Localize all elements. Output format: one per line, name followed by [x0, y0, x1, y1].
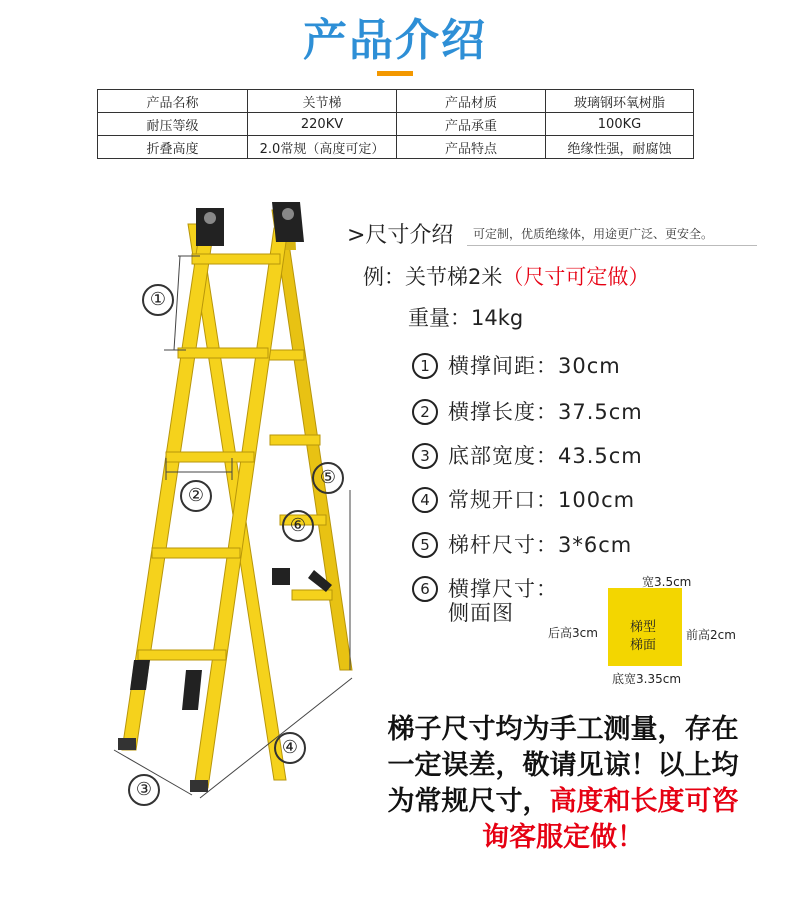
back-height-label: 后高3cm [548, 626, 598, 640]
number-badge: 1 [412, 353, 438, 379]
example-highlight: （尺寸可定做） [502, 265, 650, 289]
note-line-3-red: 高度和长度可咨 [549, 786, 739, 817]
weight-line: 重量：14kg [408, 306, 524, 330]
note-line-1: 梯子尺寸均为手工测量，存在 [387, 714, 739, 745]
diagram-label-5: ⑤ [312, 462, 344, 494]
top-width-label: 宽3.5cm [642, 575, 692, 589]
spec-text: 底部宽度：43.5cm [448, 444, 643, 468]
table-row [98, 136, 694, 159]
title-underline [377, 71, 413, 76]
page-title: 产品介绍 [303, 15, 487, 66]
table-cell: 产品材质 [397, 90, 546, 113]
size-intro-title: >尺寸介绍 [347, 223, 454, 248]
number-badge: 5 [412, 532, 438, 558]
bottom-width-label: 底宽3.35cm [612, 672, 682, 686]
note-line-3 [358, 784, 768, 820]
note-line-3-black: 为常规尺寸， [387, 786, 550, 817]
table-cell: 绝缘性强，耐腐蚀 [546, 136, 694, 159]
divider [467, 245, 757, 246]
spec-item-2 [412, 396, 643, 426]
table-cell: 产品承重 [397, 113, 546, 136]
side-view-label: 侧面图 [448, 601, 514, 625]
spec-item-4 [412, 484, 635, 514]
table-row [98, 90, 694, 113]
ladder-diagram [100, 190, 370, 810]
spec-item-3 [412, 440, 643, 470]
size-intro-header [341, 209, 761, 255]
size-intro-subtitle: 可定制，优质绝缘体，用途更广泛、更安全。 [473, 227, 714, 241]
number-badge: 2 [412, 399, 438, 425]
table-cell: 折叠高度 [98, 136, 248, 159]
example-line [363, 261, 649, 291]
diagram-label-6: ⑥ [282, 510, 314, 542]
example-text: 例：关节梯2米 [363, 265, 503, 289]
table-cell: 2.0常规（高度可定） [248, 136, 397, 159]
table-cell: 100KG [546, 113, 694, 136]
number-badge: 3 [412, 443, 438, 469]
diagram-label-2: ② [180, 480, 212, 512]
diagram-label-4: ④ [274, 732, 306, 764]
spec-text: 横撑长度：37.5cm [448, 400, 643, 424]
spec-text: 梯杆尺寸：3*6cm [448, 533, 633, 557]
table-cell: 220KV [248, 113, 397, 136]
table-cell: 耐压等级 [98, 113, 248, 136]
disclaimer-note [358, 712, 768, 856]
number-badge: 4 [412, 487, 438, 513]
table-cell: 产品名称 [98, 90, 248, 113]
diagram-label-3: ③ [128, 774, 160, 806]
note-line-2: 一定误差，敬请见谅！以上均 [387, 750, 739, 781]
spec-item-5 [412, 529, 632, 559]
diagram-label-1: ① [142, 284, 174, 316]
cross-section-diagram [524, 570, 744, 690]
spec-item-1 [412, 350, 621, 380]
front-height-label: 前高2cm [686, 628, 736, 642]
shape-label-2: 梯面 [630, 638, 657, 653]
note-line-4: 询客服定做！ [482, 822, 644, 853]
spec-text: 横撑尺寸： [448, 577, 558, 601]
table-row [98, 113, 694, 136]
shape-label-1: 梯型 [630, 620, 657, 635]
table-cell: 玻璃钢环氧树脂 [546, 90, 694, 113]
number-badge: 6 [412, 576, 438, 602]
table-cell: 关节梯 [248, 90, 397, 113]
ladder-illustration [100, 190, 370, 810]
table-cell: 产品特点 [397, 136, 546, 159]
spec-text: 常规开口：100cm [448, 488, 636, 512]
spec-table [97, 89, 694, 159]
spec-text: 横撑间距：30cm [448, 354, 621, 378]
